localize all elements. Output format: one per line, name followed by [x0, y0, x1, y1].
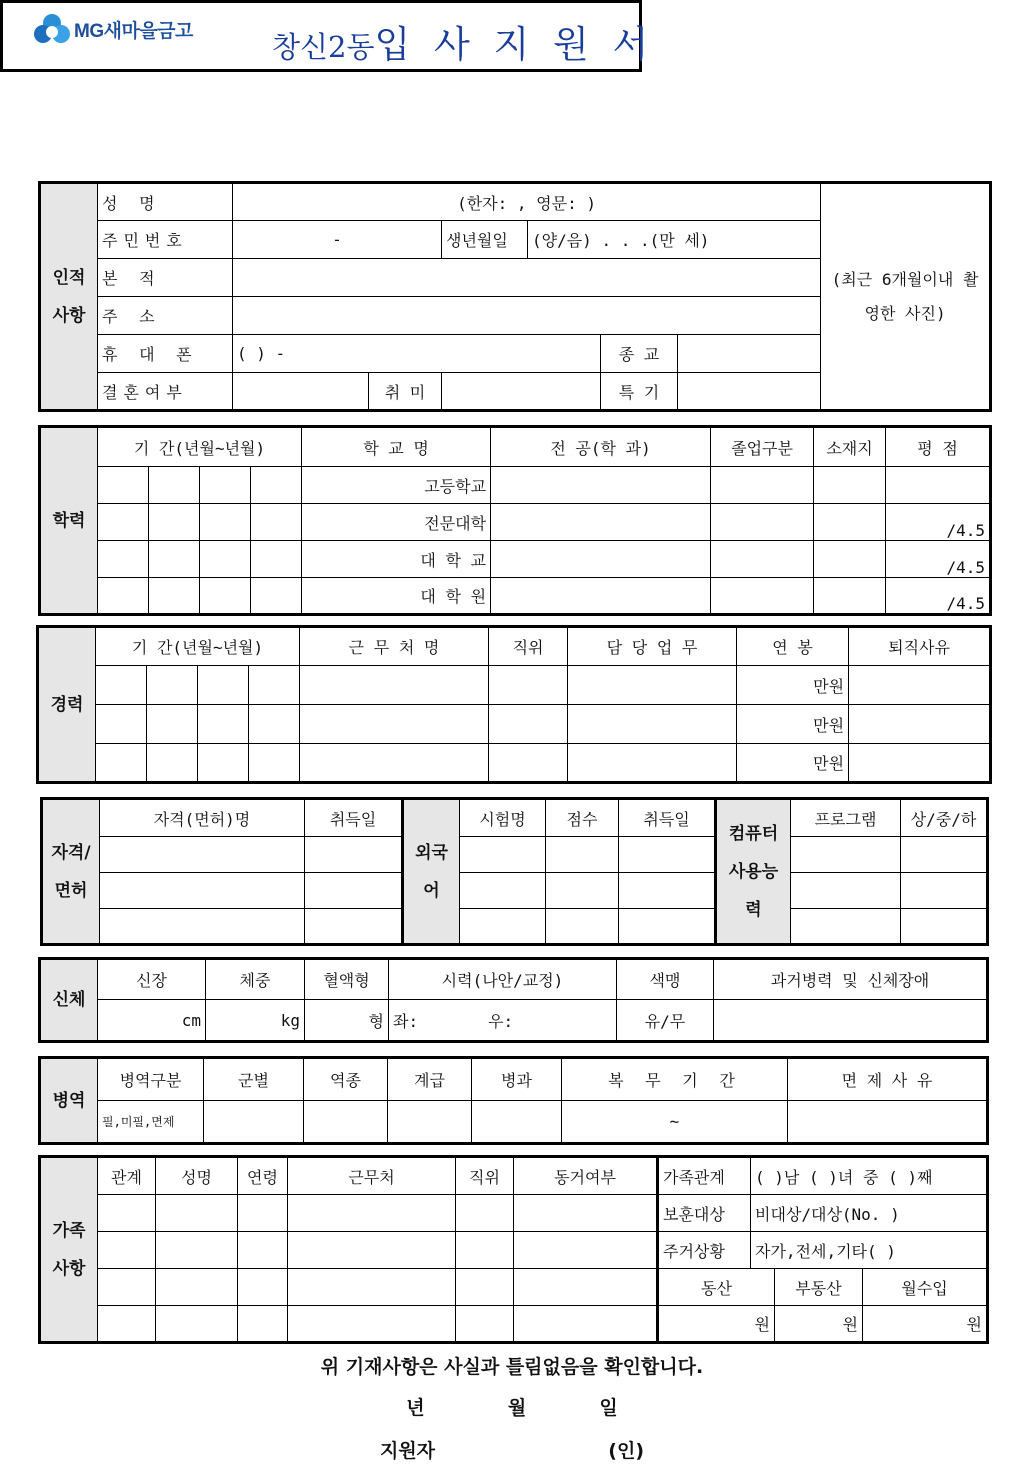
period-cell[interactable]: [149, 541, 200, 578]
body-header-height: 신장: [98, 959, 206, 1000]
fam-cell[interactable]: [288, 1306, 456, 1343]
logo-text: MG새마을금고: [74, 20, 193, 42]
period-cell[interactable]: [147, 705, 198, 744]
reason-cell[interactable]: [849, 744, 991, 783]
mil-header-category: 역종: [304, 1058, 388, 1101]
marriage-field[interactable]: [233, 373, 369, 411]
personal-table: [38, 181, 992, 412]
skill-field[interactable]: [678, 373, 821, 411]
lang-date-cell[interactable]: [619, 837, 716, 873]
period-cell[interactable]: [147, 666, 198, 705]
level-cell[interactable]: [901, 873, 988, 909]
career-header-period: 기 간(년월~년월): [96, 627, 300, 666]
table-row: [40, 1269, 988, 1306]
table-row: [40, 541, 991, 578]
fam-header-work: 근무처: [288, 1157, 456, 1195]
lang-test-cell[interactable]: [460, 837, 546, 873]
table-row: [40, 1306, 988, 1343]
hobby-field[interactable]: [442, 373, 601, 411]
location-cell[interactable]: [814, 467, 886, 504]
fam-cell[interactable]: [156, 1195, 238, 1232]
family-table: [38, 1155, 989, 1344]
table-row: [40, 578, 991, 615]
mil-category-cell[interactable]: [304, 1101, 388, 1144]
lang-test-cell[interactable]: [460, 909, 546, 945]
skill-label: 특 기: [601, 373, 678, 411]
education-table: [38, 425, 992, 616]
asset-header-movable: 동산: [658, 1269, 775, 1306]
gpa-cell[interactable]: [886, 467, 991, 504]
mil-header-type: 병역구분: [98, 1058, 204, 1101]
fam-header-age: 연령: [238, 1157, 288, 1195]
family-section-label: 가족사항: [40, 1157, 98, 1343]
reason-cell[interactable]: [849, 705, 991, 744]
period-cell[interactable]: [251, 578, 302, 615]
gpa-cell[interactable]: /4.5: [886, 541, 991, 578]
fam-cell[interactable]: [456, 1195, 514, 1232]
duty-cell[interactable]: [568, 666, 737, 705]
company-cell[interactable]: [300, 744, 489, 783]
height-cell[interactable]: cm: [98, 1000, 206, 1042]
program-cell[interactable]: [791, 837, 901, 873]
career-section-label: 경력: [38, 627, 96, 783]
company-cell[interactable]: [300, 705, 489, 744]
mil-specialty-cell[interactable]: [472, 1101, 562, 1144]
education-section-label: 학력: [40, 427, 98, 615]
housing-label: 주거상황: [658, 1232, 751, 1269]
program-cell[interactable]: [791, 909, 901, 945]
license-header-name: 자격(면허)명: [100, 799, 305, 837]
location-cell[interactable]: [814, 541, 886, 578]
marriage-label: 결혼여부: [98, 373, 233, 411]
table-row: [42, 837, 988, 873]
table-row: [40, 1000, 988, 1042]
fam-cell[interactable]: [456, 1306, 514, 1343]
lang-header-date: 취득일: [619, 799, 716, 837]
fam-header-position: 직위: [456, 1157, 514, 1195]
asset-header-income: 월수입: [863, 1269, 988, 1306]
asset-header-realestate: 부동산: [775, 1269, 863, 1306]
blood-cell[interactable]: 형: [305, 1000, 389, 1042]
school-type: 대 학 원: [302, 578, 491, 615]
salary-cell[interactable]: 만원: [737, 705, 849, 744]
vision-left: 좌:: [393, 1011, 419, 1031]
qualification-table: [40, 797, 989, 946]
colorblind-cell[interactable]: 유/무: [617, 1000, 714, 1042]
military-section-label: 병역: [40, 1058, 98, 1144]
confirmation-text: 위 기재사항은 사실과 틀림없음을 확인합니다.: [320, 1356, 704, 1378]
period-cell[interactable]: [149, 467, 200, 504]
fam-header-relation: 관계: [98, 1157, 156, 1195]
branch-name: 창신2동: [272, 30, 375, 64]
veteran-label: 보훈대상: [658, 1195, 751, 1232]
asset-movable-field[interactable]: 원: [658, 1306, 775, 1343]
career-header-salary: 연 봉: [737, 627, 849, 666]
graduation-cell[interactable]: [711, 541, 814, 578]
period-cell[interactable]: [200, 578, 251, 615]
fam-header-name: 성명: [156, 1157, 238, 1195]
edu-header-location: 소재지: [814, 427, 886, 467]
period-cell[interactable]: [251, 467, 302, 504]
asset-realestate-field[interactable]: 원: [775, 1306, 863, 1343]
mil-header-specialty: 병과: [472, 1058, 562, 1101]
gpa-cell[interactable]: /4.5: [886, 578, 991, 615]
vision-cell[interactable]: [389, 1000, 617, 1042]
fam-cell[interactable]: [288, 1232, 456, 1269]
graduation-cell[interactable]: [711, 467, 814, 504]
mil-header-period: 복 무 기 간: [562, 1058, 788, 1101]
edu-header-school: 학 교 명: [302, 427, 491, 467]
computer-section-label: 컴퓨터 사용능력: [716, 799, 791, 945]
period-cell[interactable]: [200, 467, 251, 504]
mil-exemption-cell[interactable]: [788, 1101, 988, 1144]
period-cell[interactable]: [200, 504, 251, 541]
career-header-position: 직위: [489, 627, 568, 666]
fam-cell[interactable]: [514, 1195, 658, 1232]
license-date-cell[interactable]: [305, 837, 403, 873]
year-label: 년: [406, 1397, 425, 1419]
fam-cell[interactable]: [156, 1269, 238, 1306]
personal-section-label: 인적사항: [40, 183, 98, 411]
mg-logo: [34, 12, 193, 46]
fam-cell[interactable]: [456, 1232, 514, 1269]
fam-cell[interactable]: [288, 1195, 456, 1232]
graduation-cell[interactable]: [711, 504, 814, 541]
graduation-cell[interactable]: [711, 578, 814, 615]
position-cell[interactable]: [489, 744, 568, 783]
day-label: 일: [599, 1397, 618, 1419]
phone-label: 휴 대 폰: [98, 335, 233, 373]
major-cell[interactable]: [491, 578, 711, 615]
rrn-label: 주민번호: [98, 221, 233, 259]
family-relation-field[interactable]: ( )남 ( )녀 중 ( )째: [751, 1157, 988, 1195]
duty-cell[interactable]: [568, 744, 737, 783]
fam-cell[interactable]: [514, 1269, 658, 1306]
origin-label: 본 적: [98, 259, 233, 297]
period-cell[interactable]: [96, 705, 147, 744]
period-cell[interactable]: [249, 744, 300, 783]
fam-cell[interactable]: [156, 1232, 238, 1269]
level-cell[interactable]: [901, 837, 988, 873]
fam-cell[interactable]: [98, 1306, 156, 1343]
duty-cell[interactable]: [568, 705, 737, 744]
period-cell[interactable]: [98, 504, 149, 541]
reason-cell[interactable]: [849, 666, 991, 705]
photo-area[interactable]: (최근 6개월이내 촬영한 사진): [821, 183, 991, 411]
level-cell[interactable]: [901, 909, 988, 945]
major-cell[interactable]: [491, 467, 711, 504]
computer-header-level: 상/중/하: [901, 799, 988, 837]
license-name-cell[interactable]: [100, 909, 305, 945]
form-title: [272, 14, 654, 68]
fam-cell[interactable]: [238, 1306, 288, 1343]
address-label: 주 소: [98, 297, 233, 335]
mg-logo-icon: [34, 12, 70, 46]
license-name-cell[interactable]: [100, 837, 305, 873]
period-cell[interactable]: [251, 541, 302, 578]
body-table: [38, 957, 989, 1043]
license-name-cell[interactable]: [100, 873, 305, 909]
period-cell[interactable]: [98, 578, 149, 615]
fam-cell[interactable]: [514, 1232, 658, 1269]
lang-test-cell[interactable]: [460, 873, 546, 909]
body-header-colorblind: 색맹: [617, 959, 714, 1000]
fam-header-living: 동거여부: [514, 1157, 658, 1195]
school-type: 전문대학: [302, 504, 491, 541]
fam-cell[interactable]: [98, 1195, 156, 1232]
location-cell[interactable]: [814, 578, 886, 615]
major-cell[interactable]: [491, 504, 711, 541]
lang-date-cell[interactable]: [619, 909, 716, 945]
fam-cell[interactable]: [514, 1306, 658, 1343]
school-type: 고등학교: [302, 467, 491, 504]
hobby-label: 취 미: [369, 373, 442, 411]
language-section-label: 외국어: [403, 799, 460, 945]
applicant-label: 지원자: [379, 1440, 436, 1462]
computer-header-program: 프로그램: [791, 799, 901, 837]
body-header-blood: 혈액형: [305, 959, 389, 1000]
housing-field[interactable]: 자가,전세,기타( ): [751, 1232, 988, 1269]
period-cell[interactable]: [98, 467, 149, 504]
religion-label: 종 교: [601, 335, 678, 373]
table-row: [40, 1101, 988, 1144]
license-date-cell[interactable]: [305, 909, 403, 945]
salary-cell[interactable]: 만원: [737, 744, 849, 783]
mil-branch-cell[interactable]: [204, 1101, 304, 1144]
origin-field[interactable]: [233, 259, 821, 297]
position-cell[interactable]: [489, 666, 568, 705]
fam-cell[interactable]: [238, 1195, 288, 1232]
fam-cell[interactable]: [288, 1269, 456, 1306]
fam-cell[interactable]: [238, 1232, 288, 1269]
table-row: [40, 1195, 988, 1232]
phone-field[interactable]: ( ) -: [233, 335, 601, 373]
name-label: 성 명: [98, 183, 233, 221]
period-cell[interactable]: [249, 705, 300, 744]
period-cell[interactable]: [251, 504, 302, 541]
program-cell[interactable]: [791, 873, 901, 909]
rrn-field[interactable]: -: [233, 221, 442, 259]
salary-cell[interactable]: 만원: [737, 666, 849, 705]
month-label: 월: [507, 1397, 527, 1419]
table-row: [38, 705, 991, 744]
weight-cell[interactable]: kg: [206, 1000, 305, 1042]
period-cell[interactable]: [149, 578, 200, 615]
veteran-field[interactable]: 비대상/대상(No. ): [751, 1195, 988, 1232]
career-header-reason: 퇴직사유: [849, 627, 991, 666]
edu-header-graduation: 졸업구분: [711, 427, 814, 467]
lang-score-cell[interactable]: [546, 909, 619, 945]
edu-header-major: 전 공(학 과): [491, 427, 711, 467]
vision-right: 우:: [488, 1011, 514, 1031]
edu-header-period: 기 간(년월~년월): [98, 427, 302, 467]
body-header-vision: 시력(나안/교정): [389, 959, 617, 1000]
family-relation-label: 가족관계: [658, 1157, 751, 1195]
career-header-duty: 담 당 업 무: [568, 627, 737, 666]
lang-score-cell[interactable]: [546, 873, 619, 909]
body-section-label: 신체: [40, 959, 98, 1042]
position-cell[interactable]: [489, 705, 568, 744]
mil-header-branch: 군별: [204, 1058, 304, 1101]
military-table: [38, 1056, 989, 1145]
period-cell[interactable]: [147, 744, 198, 783]
school-type: 대 학 교: [302, 541, 491, 578]
period-cell[interactable]: [249, 666, 300, 705]
table-row: [38, 666, 991, 705]
fam-cell[interactable]: [98, 1232, 156, 1269]
birth-label: 생년월일: [442, 221, 528, 259]
mil-rank-cell[interactable]: [388, 1101, 472, 1144]
period-cell[interactable]: [200, 541, 251, 578]
religion-field[interactable]: [678, 335, 821, 373]
fam-cell[interactable]: [456, 1269, 514, 1306]
title-box: [0, 0, 655, 72]
asset-income-field[interactable]: 원: [863, 1306, 988, 1343]
fam-cell[interactable]: [238, 1269, 288, 1306]
lang-date-cell[interactable]: [619, 873, 716, 909]
location-cell[interactable]: [814, 504, 886, 541]
period-cell[interactable]: [96, 744, 147, 783]
license-header-date: 취득일: [305, 799, 403, 837]
address-field[interactable]: [233, 297, 821, 335]
history-cell[interactable]: [714, 1000, 988, 1042]
table-row: [40, 504, 991, 541]
gpa-cell[interactable]: /4.5: [886, 504, 991, 541]
career-table: [36, 625, 992, 784]
lang-header-score: 점수: [546, 799, 619, 837]
lang-score-cell[interactable]: [546, 837, 619, 873]
seal-field[interactable]: (인): [608, 1440, 645, 1462]
body-header-history: 과거병력 및 신체장애: [714, 959, 988, 1000]
mil-type-cell[interactable]: 필,미필,면제: [98, 1101, 204, 1144]
period-cell[interactable]: [198, 744, 249, 783]
major-cell[interactable]: [491, 541, 711, 578]
mil-header-exemption: 면 제 사 유: [788, 1058, 988, 1101]
table-row: [40, 1232, 988, 1269]
body-header-weight: 체중: [206, 959, 305, 1000]
table-row: [42, 873, 988, 909]
license-section-label: 자격/면허: [42, 799, 100, 945]
lang-header-test: 시험명: [460, 799, 546, 837]
period-cell[interactable]: [198, 705, 249, 744]
period-cell[interactable]: [198, 666, 249, 705]
fam-cell[interactable]: [98, 1269, 156, 1306]
edu-header-gpa: 평 점: [886, 427, 991, 467]
mil-period-cell[interactable]: ~: [562, 1101, 788, 1144]
signature-line: [0, 1436, 1024, 1463]
table-row: [40, 467, 991, 504]
license-date-cell[interactable]: [305, 873, 403, 909]
career-header-company: 근 무 처 명: [300, 627, 489, 666]
period-cell[interactable]: [149, 504, 200, 541]
company-cell[interactable]: [300, 666, 489, 705]
table-row: [42, 909, 988, 945]
table-row: [38, 744, 991, 783]
period-cell[interactable]: [98, 541, 149, 578]
period-cell[interactable]: [96, 666, 147, 705]
mil-header-rank: 계급: [388, 1058, 472, 1101]
date-line: [0, 1393, 1024, 1420]
title-main: 입 사 지 원 서: [374, 23, 655, 66]
fam-cell[interactable]: [156, 1306, 238, 1343]
name-field[interactable]: (한자: , 영문: ): [233, 183, 821, 221]
birth-field[interactable]: (양/음) . . .(만 세): [528, 221, 821, 259]
